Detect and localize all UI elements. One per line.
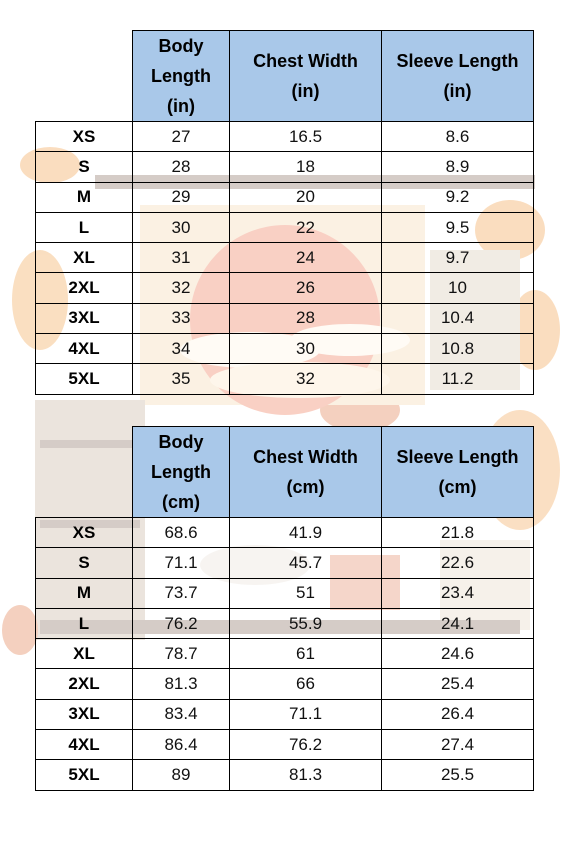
size-label: XL — [36, 639, 133, 669]
table-row — [36, 273, 534, 303]
size-label: 4XL — [36, 730, 133, 760]
body-length-value: 31 — [133, 243, 230, 273]
header-body-length: Body Length (cm) — [133, 427, 230, 518]
sleeve-length-value: 9.2 — [382, 182, 534, 212]
table-row — [36, 152, 534, 182]
body-length-value: 81.3 — [133, 669, 230, 699]
table-row — [36, 243, 534, 273]
body-length-value: 71.1 — [133, 548, 230, 578]
table-row — [36, 608, 534, 638]
size-label: 4XL — [36, 334, 133, 364]
chest-width-value: 26 — [230, 273, 382, 303]
header-sleeve-length: Sleeve Length (cm) — [382, 427, 534, 518]
body-length-value: 29 — [133, 182, 230, 212]
size-label: M — [36, 182, 133, 212]
body-length-value: 33 — [133, 303, 230, 333]
chest-width-value: 32 — [230, 364, 382, 394]
table-row — [36, 548, 534, 578]
table-row — [36, 122, 534, 152]
table-row — [36, 182, 534, 212]
header-blank — [36, 31, 133, 122]
table-row — [36, 760, 534, 790]
chest-width-value: 55.9 — [230, 608, 382, 638]
sleeve-length-value: 10.8 — [382, 334, 534, 364]
size-label: 5XL — [36, 760, 133, 790]
size-label: L — [36, 212, 133, 242]
table-row — [36, 669, 534, 699]
chest-width-value: 24 — [230, 243, 382, 273]
size-label: 2XL — [36, 273, 133, 303]
chest-width-value: 66 — [230, 669, 382, 699]
chest-width-value: 71.1 — [230, 699, 382, 729]
table-row — [36, 364, 534, 394]
sleeve-length-value: 24.6 — [382, 639, 534, 669]
body-length-value: 89 — [133, 760, 230, 790]
sleeve-length-value: 9.7 — [382, 243, 534, 273]
size-table-cm — [35, 426, 534, 791]
sleeve-length-value: 11.2 — [382, 364, 534, 394]
body-length-value: 78.7 — [133, 639, 230, 669]
header-blank — [36, 427, 133, 518]
table-row — [36, 578, 534, 608]
size-label: 2XL — [36, 669, 133, 699]
body-length-value: 32 — [133, 273, 230, 303]
size-label: L — [36, 608, 133, 638]
body-length-value: 86.4 — [133, 730, 230, 760]
chest-width-value: 51 — [230, 578, 382, 608]
body-length-value: 34 — [133, 334, 230, 364]
table-row — [36, 518, 534, 548]
sleeve-length-value: 8.6 — [382, 122, 534, 152]
size-label: 3XL — [36, 699, 133, 729]
sleeve-length-value: 23.4 — [382, 578, 534, 608]
body-length-value: 28 — [133, 152, 230, 182]
body-length-value: 30 — [133, 212, 230, 242]
chest-width-value: 30 — [230, 334, 382, 364]
sleeve-length-value: 21.8 — [382, 518, 534, 548]
table-row — [36, 699, 534, 729]
table-row — [36, 334, 534, 364]
chest-width-value: 45.7 — [230, 548, 382, 578]
sleeve-length-value: 25.4 — [382, 669, 534, 699]
sleeve-length-value: 8.9 — [382, 152, 534, 182]
size-table-inches — [35, 30, 534, 395]
body-length-value: 76.2 — [133, 608, 230, 638]
body-length-value: 68.6 — [133, 518, 230, 548]
table-row — [36, 730, 534, 760]
table-row — [36, 303, 534, 333]
sleeve-length-value: 22.6 — [382, 548, 534, 578]
chest-width-value: 41.9 — [230, 518, 382, 548]
chest-width-value: 28 — [230, 303, 382, 333]
chest-width-value: 81.3 — [230, 760, 382, 790]
size-label: M — [36, 578, 133, 608]
sleeve-length-value: 27.4 — [382, 730, 534, 760]
size-label: XS — [36, 122, 133, 152]
header-body-length: Body Length (in) — [133, 31, 230, 122]
chest-width-value: 20 — [230, 182, 382, 212]
body-length-value: 35 — [133, 364, 230, 394]
chest-width-value: 18 — [230, 152, 382, 182]
size-label: S — [36, 152, 133, 182]
size-label: 5XL — [36, 364, 133, 394]
sleeve-length-value: 9.5 — [382, 212, 534, 242]
table-row — [36, 639, 534, 669]
chest-width-value: 76.2 — [230, 730, 382, 760]
body-length-value: 83.4 — [133, 699, 230, 729]
body-length-value: 27 — [133, 122, 230, 152]
size-label: XS — [36, 518, 133, 548]
table-row — [36, 212, 534, 242]
header-sleeve-length: Sleeve Length (in) — [382, 31, 534, 122]
sleeve-length-value: 25.5 — [382, 760, 534, 790]
size-label: 3XL — [36, 303, 133, 333]
sleeve-length-value: 26.4 — [382, 699, 534, 729]
header-chest-width: Chest Width (cm) — [230, 427, 382, 518]
chest-width-value: 22 — [230, 212, 382, 242]
size-label: S — [36, 548, 133, 578]
chest-width-value: 61 — [230, 639, 382, 669]
size-label: XL — [36, 243, 133, 273]
chest-width-value: 16.5 — [230, 122, 382, 152]
sleeve-length-value: 10 — [382, 273, 534, 303]
body-length-value: 73.7 — [133, 578, 230, 608]
sleeve-length-value: 24.1 — [382, 608, 534, 638]
sleeve-length-value: 10.4 — [382, 303, 534, 333]
header-chest-width: Chest Width (in) — [230, 31, 382, 122]
